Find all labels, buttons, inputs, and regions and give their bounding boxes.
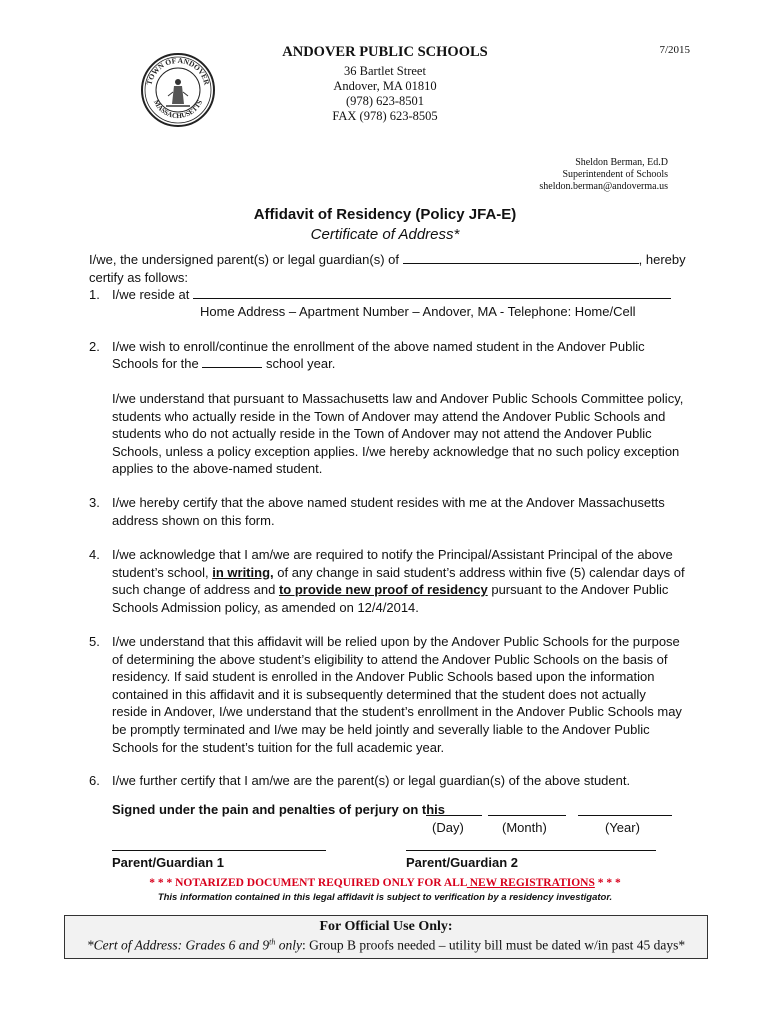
item-number: 1. [89, 287, 100, 302]
school-year-field[interactable] [202, 355, 262, 368]
paragraph-line: Schools, unless a policy exception applies. I/we hereby acknowledge that no such policy exception [112, 443, 680, 459]
notice-new-registrations: NEW REGISTRATIONS [466, 877, 595, 889]
item-3 [112, 494, 702, 529]
item-2-text-end: school year. [265, 356, 336, 371]
paragraph-line: contained in this affidavit and it is subsequently determined that the student does not actually [112, 686, 646, 702]
official-use-title: For Official Use Only: [319, 919, 453, 934]
emphasis-in-writing: in writing, [212, 564, 274, 580]
notice-text: * * * NOTARIZED DOCUMENT REQUIRED ONLY FOR ALL [149, 877, 467, 889]
text-segment: pursuant to the Andover Public [491, 582, 669, 598]
item-number: 5. [89, 634, 100, 649]
item-number: 6. [89, 773, 100, 788]
year-field[interactable] [578, 815, 672, 816]
org-city: Andover, MA 01810 [333, 79, 437, 93]
year-label: (Year) [605, 820, 640, 835]
paragraph-line: address shown on this form. [112, 512, 275, 528]
intro-certify: certify as follows: [89, 270, 188, 285]
paragraph-line: I/we understand that this affidavit will be relied upon by the Andover Public Schools for the purpose [112, 634, 680, 649]
document-subtitle: Certificate of Address* [310, 226, 460, 243]
paragraph-line: I/we hereby certify that the above named student resides with me at the Andover Massachusetts [112, 495, 665, 510]
note-superscript: th [269, 937, 276, 946]
org-street: 36 Bartlet Street [344, 64, 426, 78]
paragraph-line: applies to the above-named student. [112, 461, 323, 477]
item-number: 3. [89, 495, 100, 510]
day-field[interactable] [426, 815, 482, 816]
paragraph-line: Schools for the student’s tuition for the full academic year. [112, 739, 445, 755]
text-segment: of any change in said student’s address within five (5) calendar days of [277, 564, 685, 580]
superintendent-email: sheldon.berman@andoverma.us [539, 181, 668, 192]
item-2-paragraph [112, 390, 702, 478]
month-label: (Month) [502, 820, 547, 835]
item-1 [112, 286, 682, 304]
paragraph-line: of determining the above student’s eligibility to attend the Andover Public Schools on the basis of [112, 651, 668, 667]
superintendent-title: Superintendent of Schools [562, 169, 668, 180]
official-use-note [65, 937, 707, 954]
org-name: ANDOVER PUBLIC SCHOOLS [282, 44, 488, 60]
item-1-text: I/we reside at [112, 287, 190, 302]
intro-hereby: , hereby [638, 252, 686, 267]
intro-text: I/we, the undersigned parent(s) or legal guardian(s) of [89, 252, 400, 267]
day-label: (Day) [432, 820, 464, 835]
note-text-rest: : Group B proofs needed – utility bill must be dated w/in past 45 days* [301, 937, 686, 953]
signed-under-text: Signed under the pain and penalties of perjury on this [112, 802, 445, 817]
paragraph-line: I/we understand that pursuant to Massachusetts law and Andover Public Schools Committee policy, [112, 391, 684, 406]
parent-1-signature-line[interactable] [112, 850, 326, 851]
seal-text-top: TOWN OF ANDOVER [144, 55, 212, 86]
document-title: Affidavit of Residency (Policy JFA-E) [253, 206, 517, 223]
parent-1-label: Parent/Guardian 1 [112, 855, 224, 870]
item-2-text: Schools for the [112, 356, 199, 371]
parent-2-signature-line[interactable] [406, 850, 656, 851]
emphasis-proof-of-residency: to provide new proof of residency [278, 582, 488, 598]
form-date: 7/2015 [659, 44, 690, 56]
paragraph-line: Schools Admission policy, as amended on 12/4/2014. [112, 599, 419, 615]
text-segment: student’s school, [112, 564, 209, 580]
home-address-field[interactable] [193, 286, 671, 299]
item-number: 2. [89, 339, 100, 354]
student-name-field[interactable] [403, 251, 639, 264]
notarized-notice [0, 877, 770, 889]
paragraph-line: I/we acknowledge that I am/we are required to notify the Principal/Assistant Principal of the above [112, 547, 673, 562]
note-only: only [275, 937, 302, 953]
superintendent-name: Sheldon Berman, Ed.D [575, 157, 668, 168]
item-5 [112, 633, 702, 756]
intro-line [89, 251, 689, 269]
paragraph-line: reside in Andover, I/we understand that the student’s enrollment in the Andover Public Schools may [112, 704, 682, 720]
item-2-line-1: I/we wish to enroll/continue the enrollment of the above named student in the Andover Public [112, 339, 645, 354]
paragraph-line: students who do not actually reside in the Town of Andover may not attend the Andover Public [112, 426, 652, 442]
item-6-text: I/we further certify that I am/we are the parent(s) or legal guardian(s) of the above student. [112, 773, 631, 788]
notice-stars: * * * [594, 877, 621, 889]
item-2-line-2 [112, 355, 692, 373]
org-fax: FAX (978) 623-8505 [332, 109, 438, 123]
paragraph-line [112, 564, 702, 582]
month-field[interactable] [488, 815, 566, 816]
paragraph-line: residency. If said student is enrolled in the Andover Public Schools based upon the information [112, 669, 655, 685]
address-caption: Home Address – Apartment Number – Andover, MA - Telephone: Home/Cell [200, 304, 636, 319]
paragraph-line: students who actually reside in the Town of Andover may attend the Andover Public Schools and [112, 408, 666, 424]
org-phone: (978) 623-8501 [345, 94, 425, 108]
parent-2-label: Parent/Guardian 2 [406, 855, 518, 870]
paragraph-line: be promptly terminated and I/we may be held jointly and severally liable to the Andover Public [112, 721, 650, 737]
verification-notice: This information contained in this legal affidavit is subject to verification by a residency investigator. [157, 892, 613, 903]
note-text: *Cert of Address: Grades 6 and 9 [86, 937, 270, 953]
official-use-box [64, 915, 708, 959]
text-segment: such change of address and [112, 582, 276, 598]
item-number: 4. [89, 547, 100, 562]
seal-text-bottom: MASSACHUSETTS [151, 98, 205, 121]
item-4 [112, 546, 702, 616]
paragraph-line [112, 581, 702, 599]
